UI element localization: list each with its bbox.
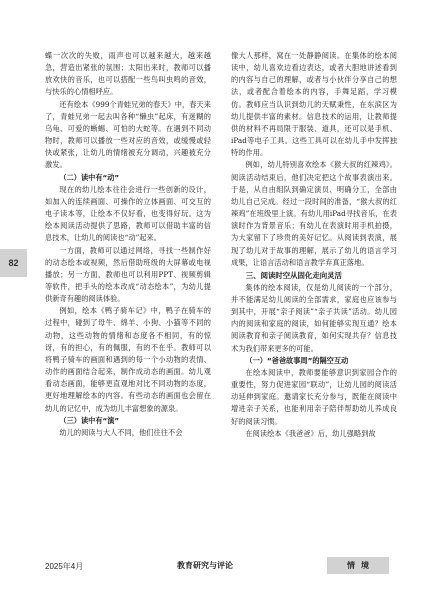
paragraph: 在阅读绘本《我爸爸》后，幼儿强略到故 [245,428,376,438]
subsection-heading: （二）读中有“动” [59,172,120,182]
left-column [45,50,211,439]
paragraph: 幼儿的阅读与大人不同，他们往往不会 [59,427,183,437]
paragraph: 集体的绘本阅读，仅是幼儿阅读的一个部分，并不能满足幼儿阅读的全部需求，家庭也应该参与到其中，开展“亲子阅读”“亲子共读”活动。幼儿园内的阅读和家庭的阅读，如何能够实现互通？绘本阅读教育和亲子阅读教育，如何实现共存？信息技术为我们带来更多的可能。 [231,282,397,353]
issue-date: 2025年4月 [45,562,84,571]
paragraph: 蝶一次次的失败，雨声也可以越来越大，越来越急，营造出紧张的氛围；太阳出来时，教师可以播放欢快的音乐，也可以搭配一些鸟叫虫鸣的音效，与快乐的心情相呼应。 [45,51,211,97]
journal-title: 教育研究与评论 [177,560,233,570]
right-column [231,50,397,440]
page-number-tab [0,249,27,277]
page-footer [45,560,397,574]
subsection-heading: （一）“爸爸故事周”的隔空互动 [245,355,349,365]
section-heading: 三、阅读时空从固化走向灵活 [245,270,342,280]
section-label: 情境 [327,557,389,574]
paragraph: 在绘本阅读中，教师要能够意识到家园合作的重要性，努力促进家园“联动”，让幼儿园的阅读活动延伸到家庭。邀请家长充分参与，既能在阅读中增进亲子关系，也能利用亲子陪伴帮助幼儿养成良好的阅读习惯。 [231,367,397,426]
paragraph: 一方面，教师可以通过网络，寻找一些制作好的动态绘本或视频，然后借助班级的大屏幕或电视播放；另一方面，教师也可以利用PPT、视频剪辑等软件，把手头的绘本改成“动态绘本”，为幼儿提供新奇有趣的阅读体验。 [45,245,211,304]
paragraph: 例如，绘本《鸭子骑车记》中，鸭子在骑车的过程中，碰到了母牛、绵羊、小狗、小猫等不同的动物，这些动物的情绪和态度各不相同，有的惊讶，有的担心，有的佩服，有的不在乎。教师可以将鸭子骑车的画面和遇到的每一个小动物的表情、动作的画面结合起来，制作成动态的画面。幼儿观看动态画面，能够更直观地对比不同动物的态度，更好地理解绘本的内容。有些动态的画面也会留在幼儿的记忆中，成为幼儿丰富想象的源泉。 [45,306,211,413]
paragraph: 像大人那样，窝在一处静静阅读。在集体的绘本阅读中，幼儿喜欢边看边表达，或者大胆地讲述看到的内容与自己的理解，或者与小伙伴分享自己的想法，或者配合着绘本的内容，手舞足蹈，学习模仿。教师应当认识到幼儿的天赋秉性，在东滨区为幼儿提供丰富的素材。信息技术的运用，让教师提供的材料不再局限于服装、道具，还可以是手机、iPad等电子工具。这些工具可以在幼儿手中发挥独特的作用。 [231,51,397,158]
page-number: 82 [8,258,19,268]
subsection-heading: （三）读中有“演” [59,415,120,425]
paragraph: 例如，幼儿特别喜欢绘本《猴大叔的红辣鸡》。阅读活动结束后，他们决定把这个故事表演出来。于是，从自由组队到确定演员、明确分工，全部由幼儿自己完成。经过一段时间的准备，“猴大叔的红辣鸡”在班级里上演。有幼儿用iPad寻找音乐，在表演时作为背景音乐；有幼儿在表演时用手机拍摄，为大家留下了珍贵的美好记忆。从阅读到表演，展现了幼儿对于故事的理解，展示了幼儿的语言学习成果，让语言活动和语言教学弃真正落地。 [231,160,397,267]
paragraph: 还有绘本《999个青蛙兄弟的春天》中，春天来了，青蛙兄弟一起去叫各种“懒虫”起床，有迷糊的乌龟、可爱的蜥蜴、可怕的大蛇等。在遇到不同动物时，教师可以播放一些对应的音效，或缓慢或轻快或紧张，让幼儿的情绪被充分调动，兴趣被充分激发。 [45,99,211,170]
paragraph: 现在的幼儿绘本往往会进行一些创新的设计，如加入的连续画面、可操作的立体画面、可交互的电子读本等，让绘本不仅好看，也变得好玩。这为绘本阅读活动提供了思路，教师可以借助丰富的信息技术，让幼儿的阅读也“动”起来。 [45,184,211,243]
